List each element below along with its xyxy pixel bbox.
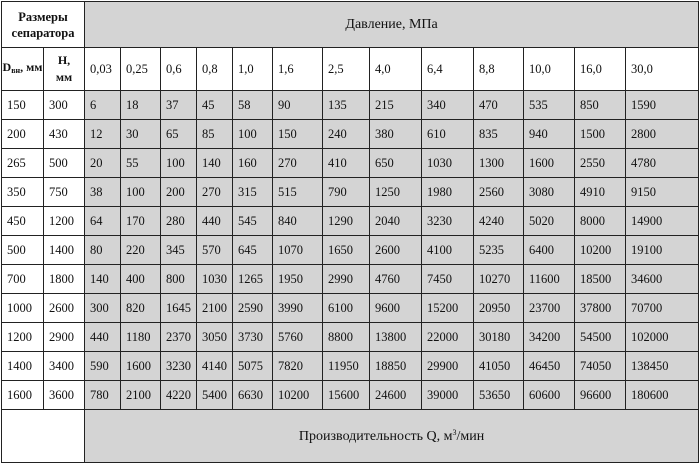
capacity-cell: 20	[85, 149, 121, 178]
capacity-cell: 138450	[626, 352, 699, 381]
capacity-cell: 1950	[273, 265, 323, 294]
capacity-cell: 3990	[273, 294, 323, 323]
capacity-cell: 780	[85, 381, 121, 410]
capacity-cell: 54500	[575, 323, 626, 352]
pressure-column-header: 4,0	[370, 48, 422, 91]
diameter-cell: 1400	[2, 352, 44, 381]
capacity-cell: 590	[85, 352, 121, 381]
capacity-cell: 11600	[524, 265, 575, 294]
capacity-footer: Производительность Q, $м^3$/мин	[85, 410, 699, 463]
capacity-cell: 6630	[233, 381, 273, 410]
capacity-cell: 1265	[233, 265, 273, 294]
capacity-cell: 6400	[524, 236, 575, 265]
capacity-cell: 1500	[575, 120, 626, 149]
capacity-cell: 7820	[273, 352, 323, 381]
capacity-cell: 2990	[323, 265, 370, 294]
capacity-cell: 2100	[197, 294, 233, 323]
pressure-column-header: 6,4	[422, 48, 474, 91]
capacity-cell: 60600	[524, 381, 575, 410]
capacity-cell: 38	[85, 178, 121, 207]
pressure-column-header: 0,03	[85, 48, 121, 91]
capacity-cell: 2560	[474, 178, 524, 207]
capacity-cell: 18850	[370, 352, 422, 381]
height-cell: 300	[44, 91, 85, 120]
capacity-cell: 46450	[524, 352, 575, 381]
table-row	[2, 265, 699, 294]
capacity-cell: 140	[85, 265, 121, 294]
capacity-cell: 220	[121, 236, 161, 265]
capacity-cell: 8800	[323, 323, 370, 352]
height-cell: 2900	[44, 323, 85, 352]
diameter-cell: 1200	[2, 323, 44, 352]
capacity-cell: 20950	[474, 294, 524, 323]
height-cell: 1800	[44, 265, 85, 294]
pressure-column-header: 0,6	[161, 48, 197, 91]
capacity-cell: 140	[197, 149, 233, 178]
capacity-cell: 10200	[273, 381, 323, 410]
capacity-cell: 1650	[323, 236, 370, 265]
capacity-cell: 790	[323, 178, 370, 207]
capacity-cell: 1070	[273, 236, 323, 265]
capacity-cell: 15200	[422, 294, 474, 323]
capacity-cell: 160	[233, 149, 273, 178]
capacity-cell: 55	[121, 149, 161, 178]
capacity-cell: 4910	[575, 178, 626, 207]
capacity-cell: 9150	[626, 178, 699, 207]
capacity-cell: 100	[121, 178, 161, 207]
capacity-cell: 3230	[422, 207, 474, 236]
separator-sizes-header: Размеры сепаратора	[2, 2, 85, 48]
capacity-cell: 345	[161, 236, 197, 265]
capacity-cell: 180600	[626, 381, 699, 410]
height-cell: 3400	[44, 352, 85, 381]
table-row	[2, 91, 699, 120]
pressure-column-header: 10,0	[524, 48, 575, 91]
capacity-cell: 30	[121, 120, 161, 149]
capacity-cell: 650	[370, 149, 422, 178]
capacity-cell: 170	[121, 207, 161, 236]
footer-blank-cell	[2, 410, 85, 463]
capacity-cell: 135	[323, 91, 370, 120]
capacity-cell: 1600	[524, 149, 575, 178]
capacity-cell: 2590	[233, 294, 273, 323]
diameter-cell: 450	[2, 207, 44, 236]
capacity-cell: 45	[197, 91, 233, 120]
capacity-cell: 18	[121, 91, 161, 120]
capacity-cell: 2600	[370, 236, 422, 265]
capacity-cell: 96600	[575, 381, 626, 410]
height-cell: 2600	[44, 294, 85, 323]
capacity-cell: 1300	[474, 149, 524, 178]
capacity-cell: 5075	[233, 352, 273, 381]
capacity-cell: 570	[197, 236, 233, 265]
capacity-cell: 315	[233, 178, 273, 207]
pressure-column-header: 2,5	[323, 48, 370, 91]
pressure-column-header: 1,0	[233, 48, 273, 91]
capacity-cell: 8000	[575, 207, 626, 236]
table-row	[2, 352, 699, 381]
separator-capacity-table	[1, 1, 699, 463]
capacity-cell: 5400	[197, 381, 233, 410]
pressure-column-header: 0,8	[197, 48, 233, 91]
capacity-cell: 5760	[273, 323, 323, 352]
capacity-cell: 18500	[575, 265, 626, 294]
capacity-cell: 13800	[370, 323, 422, 352]
capacity-cell: 37800	[575, 294, 626, 323]
capacity-cell: 41050	[474, 352, 524, 381]
capacity-cell: 9600	[370, 294, 422, 323]
capacity-cell: 200	[161, 178, 197, 207]
pressure-column-header: 1,6	[273, 48, 323, 91]
capacity-cell: 1290	[323, 207, 370, 236]
table-row	[2, 207, 699, 236]
capacity-cell: 240	[323, 120, 370, 149]
height-cell: 500	[44, 149, 85, 178]
capacity-cell: 34600	[626, 265, 699, 294]
capacity-cell: 340	[422, 91, 474, 120]
height-cell: 430	[44, 120, 85, 149]
capacity-cell: 74050	[575, 352, 626, 381]
capacity-cell: 835	[474, 120, 524, 149]
capacity-cell: 800	[161, 265, 197, 294]
capacity-cell: 14900	[626, 207, 699, 236]
diameter-cell: 350	[2, 178, 44, 207]
capacity-cell: 11950	[323, 352, 370, 381]
capacity-cell: 380	[370, 120, 422, 149]
capacity-cell: 15600	[323, 381, 370, 410]
capacity-cell: 30180	[474, 323, 524, 352]
capacity-cell: 940	[524, 120, 575, 149]
diameter-cell: 1600	[2, 381, 44, 410]
capacity-cell: 4140	[197, 352, 233, 381]
capacity-cell: 515	[273, 178, 323, 207]
height-header: Н, мм	[44, 48, 85, 91]
table-row	[2, 294, 699, 323]
capacity-cell: 1180	[121, 323, 161, 352]
capacity-cell: 2550	[575, 149, 626, 178]
capacity-cell: 4220	[161, 381, 197, 410]
table-row	[2, 236, 699, 265]
capacity-cell: 6	[85, 91, 121, 120]
capacity-cell: 4760	[370, 265, 422, 294]
pressure-column-header: 16,0	[575, 48, 626, 91]
capacity-cell: 2800	[626, 120, 699, 149]
capacity-cell: 39000	[422, 381, 474, 410]
capacity-cell: 440	[197, 207, 233, 236]
diameter-cell: 500	[2, 236, 44, 265]
capacity-cell: 545	[233, 207, 273, 236]
capacity-cell: 24600	[370, 381, 422, 410]
capacity-cell: 470	[474, 91, 524, 120]
diameter-cell: 1000	[2, 294, 44, 323]
table-row	[2, 381, 699, 410]
capacity-cell: 29900	[422, 352, 474, 381]
table-row	[2, 323, 699, 352]
table-row	[2, 178, 699, 207]
capacity-cell: 2040	[370, 207, 422, 236]
capacity-cell: 2100	[121, 381, 161, 410]
capacity-cell: 4780	[626, 149, 699, 178]
capacity-cell: 840	[273, 207, 323, 236]
capacity-cell: 645	[233, 236, 273, 265]
capacity-cell: 1600	[121, 352, 161, 381]
pressure-column-header: 0,25	[121, 48, 161, 91]
capacity-cell: 53650	[474, 381, 524, 410]
height-cell: 3600	[44, 381, 85, 410]
pressure-column-header: 8,8	[474, 48, 524, 91]
pressure-header: Давление, МПа	[85, 2, 699, 48]
capacity-cell: 270	[197, 178, 233, 207]
table-row	[2, 149, 699, 178]
capacity-cell: 215	[370, 91, 422, 120]
capacity-cell: 2370	[161, 323, 197, 352]
capacity-cell: 1645	[161, 294, 197, 323]
capacity-cell: 1590	[626, 91, 699, 120]
capacity-cell: 65	[161, 120, 197, 149]
capacity-cell: 1030	[422, 149, 474, 178]
capacity-cell: 610	[422, 120, 474, 149]
capacity-cell: 3230	[161, 352, 197, 381]
capacity-cell: 22000	[422, 323, 474, 352]
capacity-cell: 3080	[524, 178, 575, 207]
capacity-cell: 400	[121, 265, 161, 294]
capacity-cell: 85	[197, 120, 233, 149]
capacity-cell: 100	[161, 149, 197, 178]
height-cell: 750	[44, 178, 85, 207]
capacity-cell: 1250	[370, 178, 422, 207]
capacity-cell: 1030	[197, 265, 233, 294]
capacity-cell: 850	[575, 91, 626, 120]
table-row	[2, 120, 699, 149]
capacity-cell: 535	[524, 91, 575, 120]
capacity-cell: 150	[273, 120, 323, 149]
height-cell: 1200	[44, 207, 85, 236]
capacity-cell: 6100	[323, 294, 370, 323]
capacity-cell: 37	[161, 91, 197, 120]
capacity-cell: 100	[233, 120, 273, 149]
capacity-cell: 7450	[422, 265, 474, 294]
capacity-cell: 70700	[626, 294, 699, 323]
height-cell: 1400	[44, 236, 85, 265]
diameter-cell: 200	[2, 120, 44, 149]
capacity-cell: 280	[161, 207, 197, 236]
capacity-cell: 3050	[197, 323, 233, 352]
inner-diameter-header: $D_{вн}$, мм	[2, 48, 44, 91]
diameter-cell: 700	[2, 265, 44, 294]
capacity-cell: 90	[273, 91, 323, 120]
capacity-cell: 10200	[575, 236, 626, 265]
pressure-column-header: 30,0	[626, 48, 699, 91]
capacity-cell: 102000	[626, 323, 699, 352]
capacity-cell: 270	[273, 149, 323, 178]
capacity-cell: 12	[85, 120, 121, 149]
diameter-cell: 265	[2, 149, 44, 178]
capacity-cell: 10270	[474, 265, 524, 294]
capacity-cell: 80	[85, 236, 121, 265]
capacity-cell: 300	[85, 294, 121, 323]
capacity-cell: 4240	[474, 207, 524, 236]
capacity-cell: 1980	[422, 178, 474, 207]
diameter-cell: 150	[2, 91, 44, 120]
capacity-cell: 5020	[524, 207, 575, 236]
capacity-cell: 820	[121, 294, 161, 323]
capacity-cell: 34200	[524, 323, 575, 352]
capacity-cell: 410	[323, 149, 370, 178]
capacity-cell: 5235	[474, 236, 524, 265]
capacity-cell: 58	[233, 91, 273, 120]
capacity-cell: 4100	[422, 236, 474, 265]
capacity-cell: 64	[85, 207, 121, 236]
capacity-cell: 440	[85, 323, 121, 352]
capacity-cell: 19100	[626, 236, 699, 265]
capacity-cell: 23700	[524, 294, 575, 323]
capacity-cell: 3730	[233, 323, 273, 352]
